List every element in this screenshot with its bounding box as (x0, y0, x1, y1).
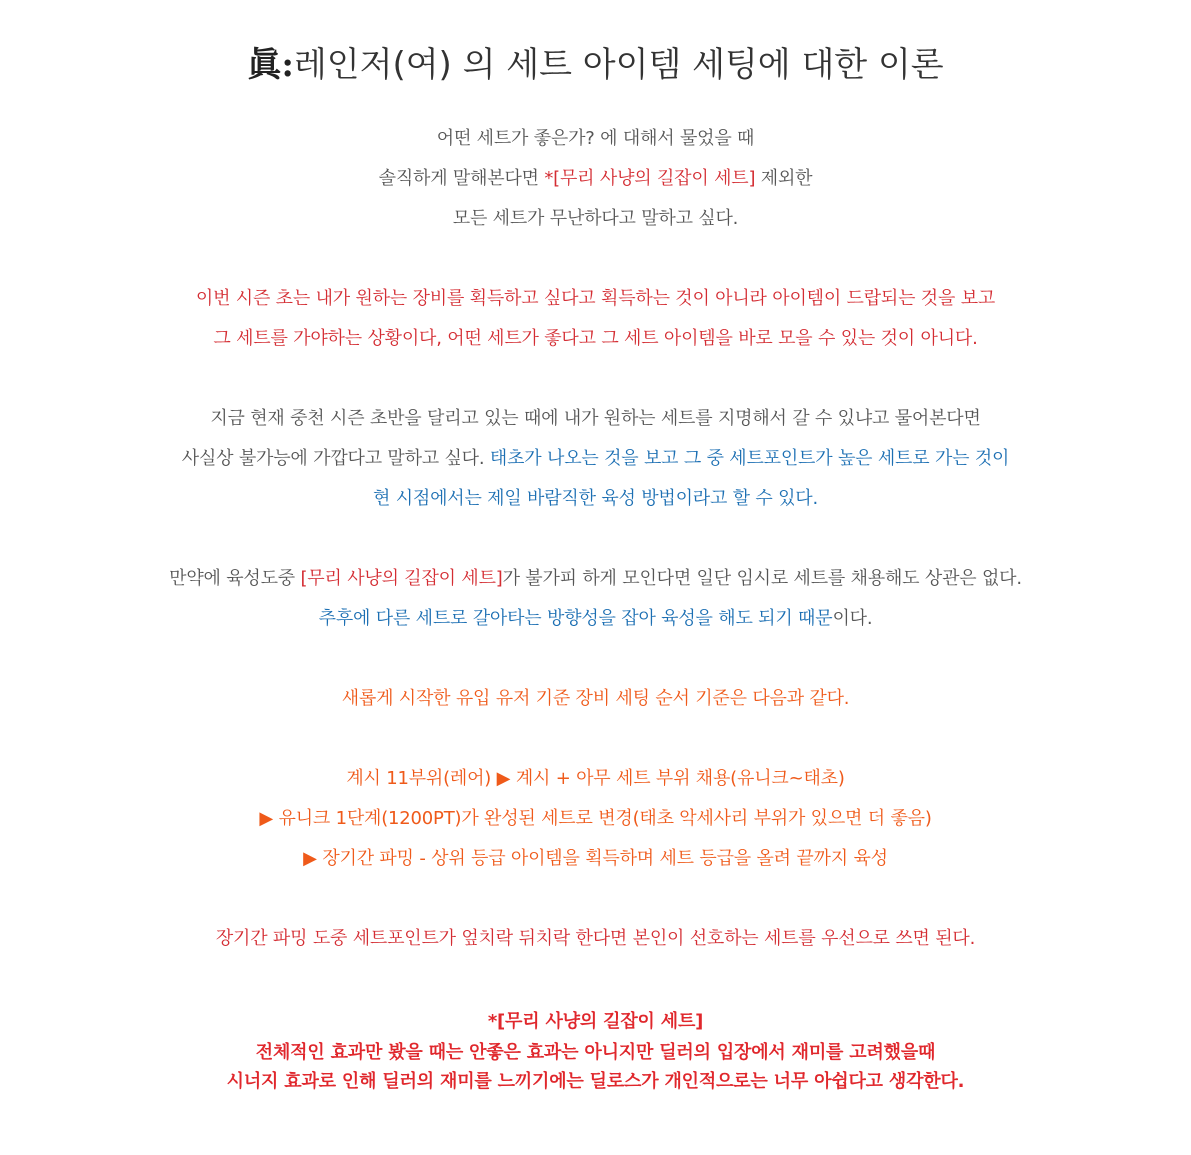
p3-line-3: 현 시점에서는 제일 바람직한 육성 방법이라고 할 수 있다. (372, 488, 819, 509)
p7-line-1: 장기간 파밍 도중 세트포인트가 엎치락 뒤치락 한다면 본인이 선호하는 세트를 우선으로 쓰면 된다. (215, 928, 976, 949)
p1-line-2 (0, 165, 1191, 193)
p5-line-1: 새롭게 시작한 유입 유저 기준 장비 세팅 순서 기준은 다음과 같다. (341, 688, 850, 709)
p2-line-2: 그 세트를 가야하는 상황이다, 어떤 세트가 좋다고 그 세트 아이템을 바로 모을 수 있는 것이 아니다. (213, 328, 978, 349)
title-colon: : (281, 45, 294, 85)
p1-line-2-c: 제외한 (755, 168, 813, 189)
title-hanja: 眞 (247, 45, 282, 85)
note-title: *[무리 사냥의 길잡이 세트] (487, 1011, 704, 1032)
p4-line-2 (0, 605, 1191, 633)
p4-line-2-b: 이다. (832, 608, 873, 629)
p4-line-1 (0, 565, 1191, 593)
p6-line-3: ▶ 장기간 파밍 - 상위 등급 아이템을 획득하며 세트 등급을 올려 끝까지 육성 (303, 848, 888, 869)
p6-line-1: 계시 11부위(레어) ▶ 계시 + 아무 세트 부위 채용(유니크~태초) (346, 768, 845, 789)
p1-line-2-a: 솔직하게 말해본다면 (378, 168, 545, 189)
p3-line-2-a: 사실상 불가능에 가깝다고 말하고 싶다. (181, 448, 490, 469)
p6-line-2: ▶ 유니크 1단계(1200PT)가 완성된 세트로 변경(태초 악세사리 부위가 있으면 더 좋음) (259, 808, 932, 829)
p4-line-2-a: 추후에 다른 세트로 갈아타는 방향성을 잡아 육성을 해도 되기 때문 (318, 608, 833, 629)
p3-line-2 (0, 445, 1191, 473)
note-line-2: 시너지 효과로 인해 딜러의 재미를 느끼기에는 딜로스가 개인적으로는 너무 아쉽다고 생각한다. (226, 1071, 965, 1092)
p4-line-1-c: 가 불가피 하게 모인다면 일단 임시로 세트를 채용해도 상관은 없다. (502, 568, 1022, 589)
p2-line-1: 이번 시즌 초는 내가 원하는 장비를 획득하고 싶다고 획득하는 것이 아니라 아이템이 드랍되는 것을 보고 (195, 288, 996, 309)
p1-line-1: 어떤 세트가 좋은가? 에 대해서 물었을 때 (436, 128, 755, 149)
p1-line-3: 모든 세트가 무난하다고 말하고 싶다. (452, 208, 739, 229)
p3-line-2-b: 태초가 나오는 것을 보고 그 중 세트포인트가 높은 세트로 가는 것이 (489, 448, 1010, 469)
p3-line-1: 지금 현재 중천 시즌 초반을 달리고 있는 때에 내가 원하는 세트를 지명해서 갈 수 있냐고 물어본다면 (210, 408, 981, 429)
title-text: 레인저(여) 의 세트 아이템 세팅에 대한 이론 (293, 45, 944, 85)
p4-line-1-a: 만약에 육성도중 (169, 568, 301, 589)
p1-set-highlight: *[무리 사냥의 길잡이 세트] (544, 168, 756, 189)
p4-set-highlight: [무리 사냥의 길잡이 세트] (300, 568, 503, 589)
note-line-1: 전체적인 효과만 봤을 때는 안좋은 효과는 아니지만 딜러의 입장에서 재미를 고려했을때 (255, 1042, 936, 1063)
page-title (0, 40, 1191, 90)
